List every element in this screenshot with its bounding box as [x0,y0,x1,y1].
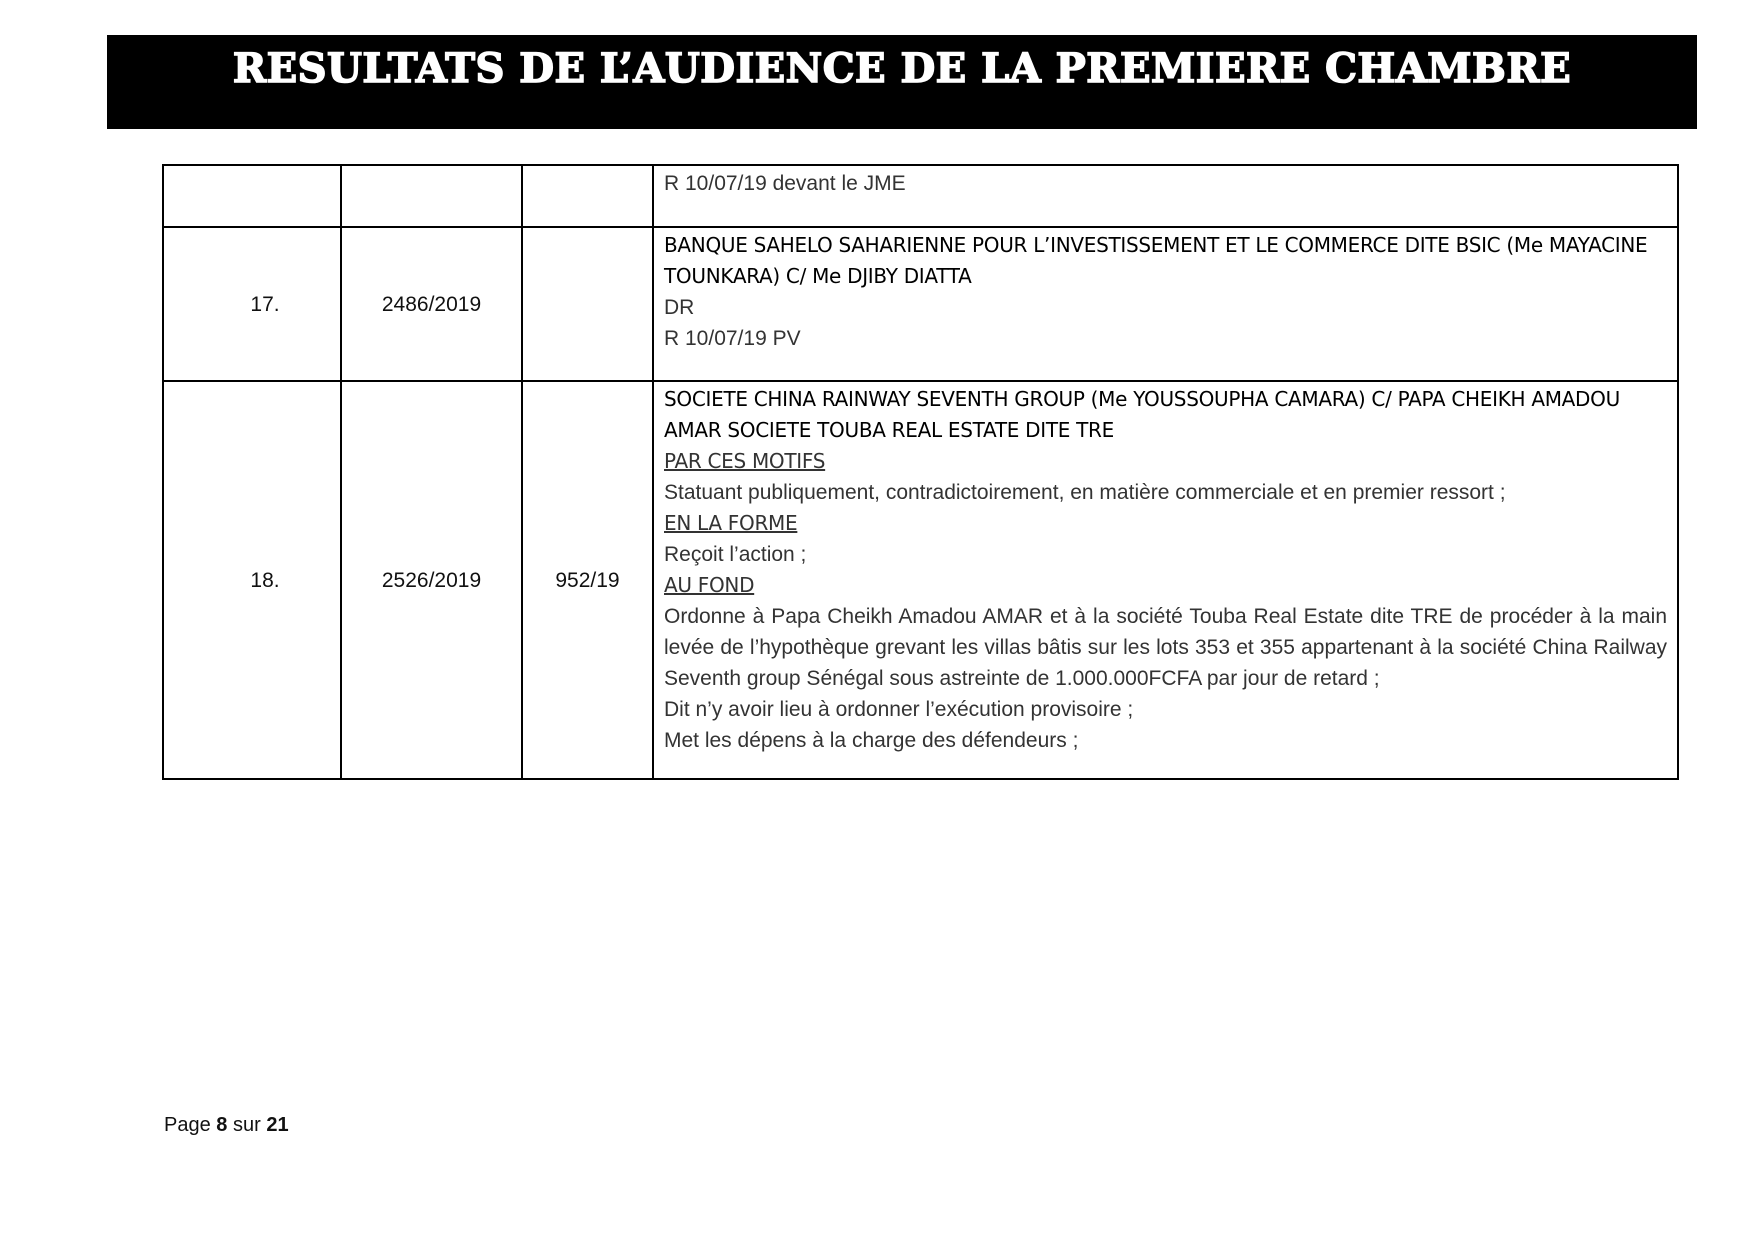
table-row [163,227,1678,381]
page-title: RESULTATS DE L’AUDIENCE DE LA PREMIERE CHAMBRE [232,44,1572,92]
forme-heading: EN LA FORME [664,511,798,535]
motifs-heading: PAR CES MOTIFS [664,449,826,473]
row-decision [653,227,1678,381]
row-rg-number: 2486/2019 [341,227,522,381]
page-total: 21 [266,1114,289,1136]
row-judgment-number [522,227,653,381]
decision-line: R 10/07/19 PV [664,327,801,350]
results-table [162,164,1679,780]
row-judgment-number: 952/19 [522,381,653,779]
row-decision [653,165,1678,227]
page-current: 8 [216,1114,228,1136]
case-parties: SOCIETE CHINA RAINWAY SEVENTH GROUP (Me YOUSSOUPHA CAMARA) C/ PAPA CHEIKH AMADOU AMAR SOCIETE TOUBA REAL ESTATE DITE TRE [664,387,1620,442]
fond-line: Dit n’y avoir lieu à ordonner l’exécution provisoire ; [664,698,1134,721]
page-footer [164,1114,289,1137]
header-bar [107,35,1697,129]
page-sep: sur [232,1114,261,1136]
row-rg-number: 2526/2019 [341,381,522,779]
row-rg-number [341,165,522,227]
row-decision [653,381,1678,779]
row-number [163,165,341,227]
fond-heading: AU FOND [664,573,755,597]
page-label: Page [164,1114,211,1136]
decision-line: R 10/07/19 devant le JME [664,172,906,195]
row-number: 17. [163,227,341,381]
decision-line: DR [664,296,695,319]
motifs-text: Statuant publiquement, contradictoirement, en matière commerciale et en premier ressort ; [664,481,1506,504]
row-number: 18. [163,381,341,779]
case-parties: BANQUE SAHELO SAHARIENNE POUR L’INVESTISSEMENT ET LE COMMERCE DITE BSIC (Me MAYACINE TOUNKARA) C/ Me DJIBY DIATTA [664,233,1648,288]
fond-line: Met les dépens à la charge des défendeurs ; [664,729,1079,752]
row-judgment-number [522,165,653,227]
fond-text: Ordonne à Papa Cheikh Amadou AMAR et à la société Touba Real Estate dite TRE de procéder à la main levée de l’hypothèque grevant les villas bâtis sur les lots 353 et 355 appartenant à la société China Railway Seventh group Sénégal sous astreinte de 1.000.000FCFA par jour de retard ; [664,605,1667,690]
forme-text: Reçoit l’action ; [664,543,807,566]
table-row [163,165,1678,227]
table-row [163,381,1678,779]
